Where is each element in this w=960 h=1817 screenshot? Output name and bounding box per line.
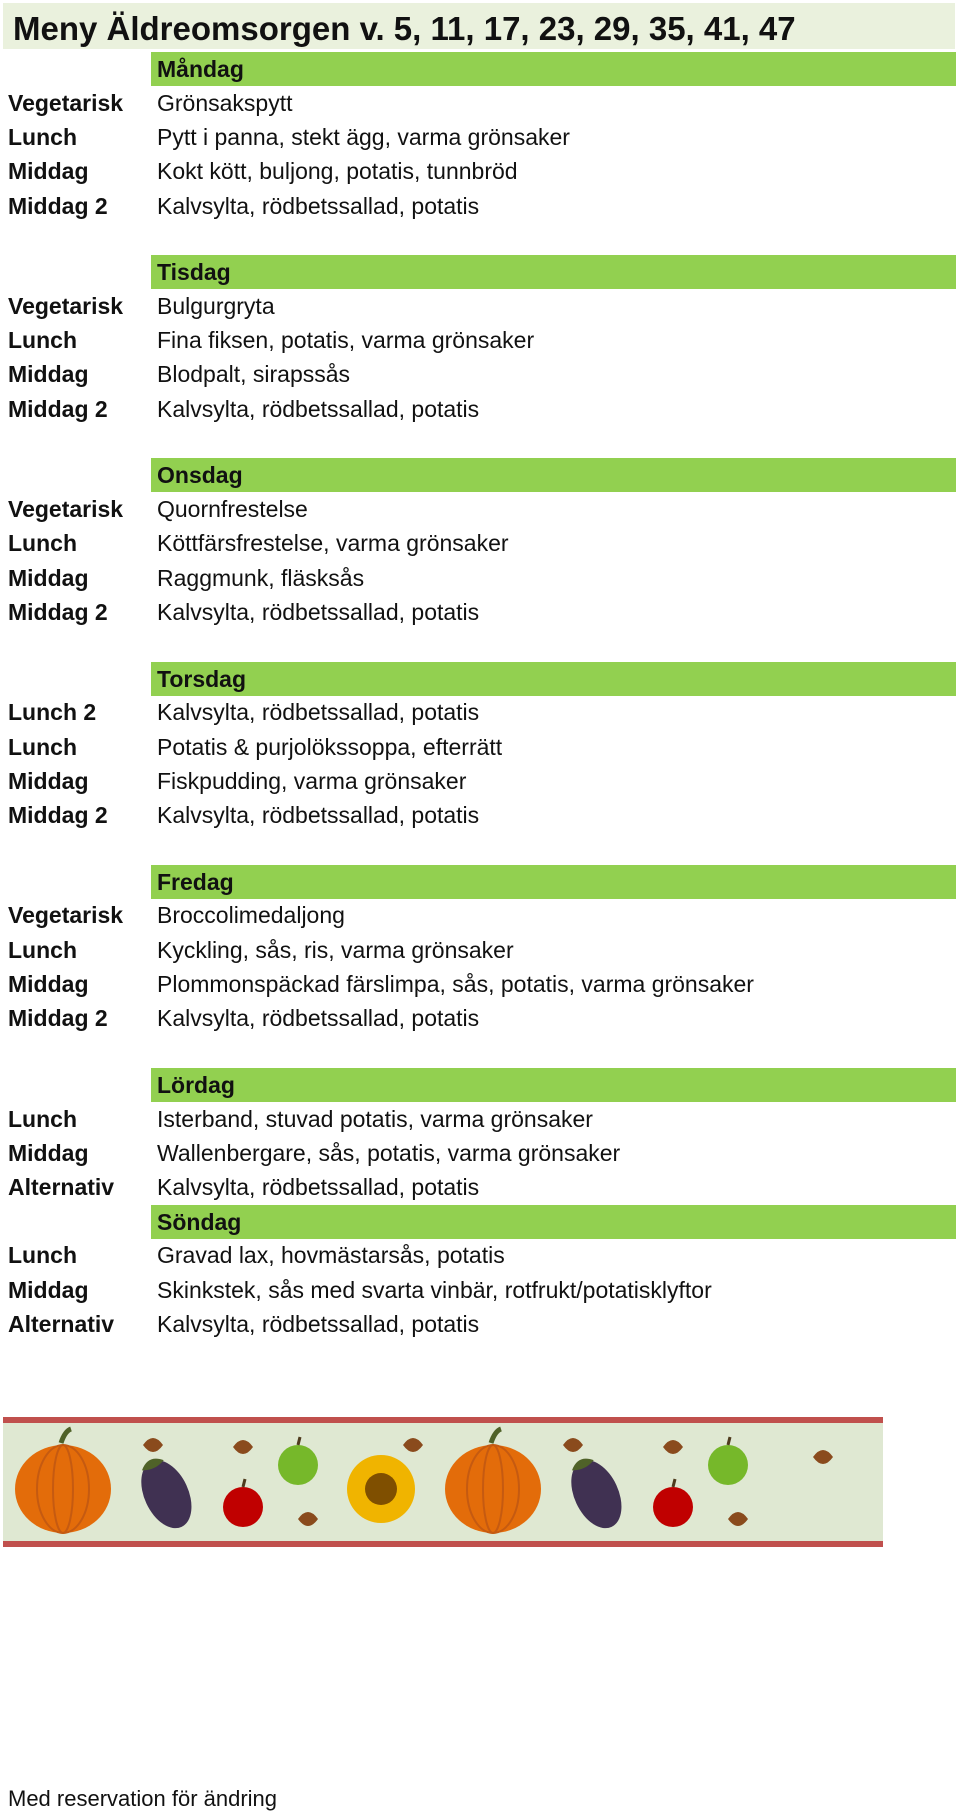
dish-name: Pytt i panna, stekt ägg, varma grönsaker (157, 123, 570, 150)
dish-name: Kalvsylta, rödbetssallad, potatis (157, 1311, 480, 1338)
meal-label: Lunch (8, 936, 77, 963)
weekly-menu (0, 52, 960, 1374)
menu-row (0, 933, 960, 967)
menu-row (0, 561, 960, 595)
meal-label: Middag 2 (8, 192, 108, 219)
day-section (0, 865, 960, 1036)
day-header: Tisdag (151, 255, 956, 289)
day-header: Torsdag (151, 662, 956, 696)
meal-label: Middag (8, 158, 89, 185)
dish-name: Fiskpudding, varma grönsaker (157, 767, 467, 794)
day-section (0, 662, 960, 833)
meal-label: Lunch (8, 1105, 77, 1132)
menu-row (0, 1102, 960, 1136)
meal-label: Middag (8, 1276, 89, 1303)
dish-name: Potatis & purjolökssoppa, efterrätt (157, 733, 503, 760)
menu-row (0, 1136, 960, 1170)
dish-name: Köttfärsfrestelse, varma grönsaker (157, 530, 509, 557)
menu-row (0, 120, 960, 154)
meal-label: Middag (8, 970, 89, 997)
sunflower-icon (347, 1455, 415, 1523)
meal-label: Vegetarisk (8, 902, 124, 929)
dish-name: Skinkstek, sås med svarta vinbär, rotfrukt/potatisklyftor (157, 1276, 712, 1303)
meal-label: Middag 2 (8, 1005, 108, 1032)
day-section (0, 1205, 960, 1342)
meal-label: Middag 2 (8, 802, 108, 829)
dish-name: Isterband, stuvad potatis, varma grönsaker (157, 1105, 593, 1132)
menu-row (0, 358, 960, 392)
page-title: Meny Äldreomsorgen v. 5, 11, 17, 23, 29, 35, 41, 47 (13, 10, 796, 47)
meal-label: Alternativ (8, 1174, 115, 1201)
menu-row (0, 189, 960, 223)
meal-label: Lunch (8, 1242, 77, 1269)
dish-name: Raggmunk, fläsksås (157, 564, 365, 591)
meal-label: Middag (8, 1139, 89, 1166)
dish-name: Kalvsylta, rödbetssallad, potatis (157, 1174, 480, 1201)
banner-bottom-border (3, 1541, 883, 1547)
meal-label: Lunch (8, 530, 77, 557)
day-header: Måndag (151, 52, 956, 86)
day-header: Fredag (151, 865, 956, 899)
day-section (0, 1068, 960, 1205)
menu-row (0, 696, 960, 730)
menu-row (0, 798, 960, 832)
dish-name: Quornfrestelse (157, 496, 308, 523)
dish-name: Kalvsylta, rödbetssallad, potatis (157, 699, 480, 726)
meal-label: Middag 2 (8, 598, 108, 625)
menu-row (0, 1002, 960, 1036)
menu-row (0, 392, 960, 426)
dish-name: Blodpalt, sirapssås (157, 361, 351, 388)
menu-row (0, 595, 960, 629)
day-section (0, 52, 960, 223)
menu-row (0, 323, 960, 357)
day-section (0, 255, 960, 426)
meal-label: Lunch 2 (8, 699, 97, 726)
day-header: Söndag (151, 1205, 956, 1239)
dish-name: Grönsakspytt (157, 89, 293, 116)
menu-row (0, 289, 960, 323)
dish-name: Bulgurgryta (157, 292, 275, 319)
meal-label: Vegetarisk (8, 89, 124, 116)
dish-name: Kalvsylta, rödbetssallad, potatis (157, 192, 480, 219)
dish-name: Kalvsylta, rödbetssallad, potatis (157, 802, 480, 829)
dish-name: Fina fiksen, potatis, varma grönsaker (157, 327, 535, 354)
banner-background (3, 1417, 883, 1547)
menu-row (0, 155, 960, 189)
menu-row (0, 527, 960, 561)
footer-note: Med reservation för ändring (8, 1786, 278, 1811)
dish-name: Kokt kött, buljong, potatis, tunnbröd (157, 158, 518, 185)
menu-row (0, 730, 960, 764)
day-header: Onsdag (151, 458, 956, 492)
meal-label: Lunch (8, 327, 77, 354)
menu-row (0, 1307, 960, 1341)
meal-label: Lunch (8, 733, 77, 760)
dish-name: Wallenbergare, sås, potatis, varma grönsaker (157, 1139, 621, 1166)
meal-label: Vegetarisk (8, 496, 124, 523)
menu-row (0, 1171, 960, 1205)
menu-row (0, 1273, 960, 1307)
meal-label: Alternativ (8, 1311, 115, 1338)
dish-name: Kalvsylta, rödbetssallad, potatis (157, 1005, 480, 1032)
banner-top-border (3, 1417, 883, 1423)
dish-name: Plommonspäckad färslimpa, sås, potatis, varma grönsaker (157, 970, 754, 997)
day-section (0, 458, 960, 629)
menu-row (0, 1239, 960, 1273)
title-bar (3, 3, 955, 49)
dish-name: Kalvsylta, rödbetssallad, potatis (157, 395, 480, 422)
menu-row (0, 492, 960, 526)
meal-label: Middag 2 (8, 395, 108, 422)
dish-name: Gravad lax, hovmästarsås, potatis (157, 1242, 505, 1269)
menu-row (0, 86, 960, 120)
menu-row (0, 967, 960, 1001)
menu-row (0, 899, 960, 933)
dish-name: Kyckling, sås, ris, varma grönsaker (157, 936, 514, 963)
meal-label: Vegetarisk (8, 292, 124, 319)
dish-name: Broccolimedaljong (157, 902, 345, 929)
autumn-banner (3, 1417, 883, 1547)
meal-label: Lunch (8, 123, 77, 150)
menu-row (0, 764, 960, 798)
meal-label: Middag (8, 361, 89, 388)
meal-label: Middag (8, 564, 89, 591)
dish-name: Kalvsylta, rödbetssallad, potatis (157, 598, 480, 625)
meal-label: Middag (8, 767, 89, 794)
day-header: Lördag (151, 1068, 956, 1102)
